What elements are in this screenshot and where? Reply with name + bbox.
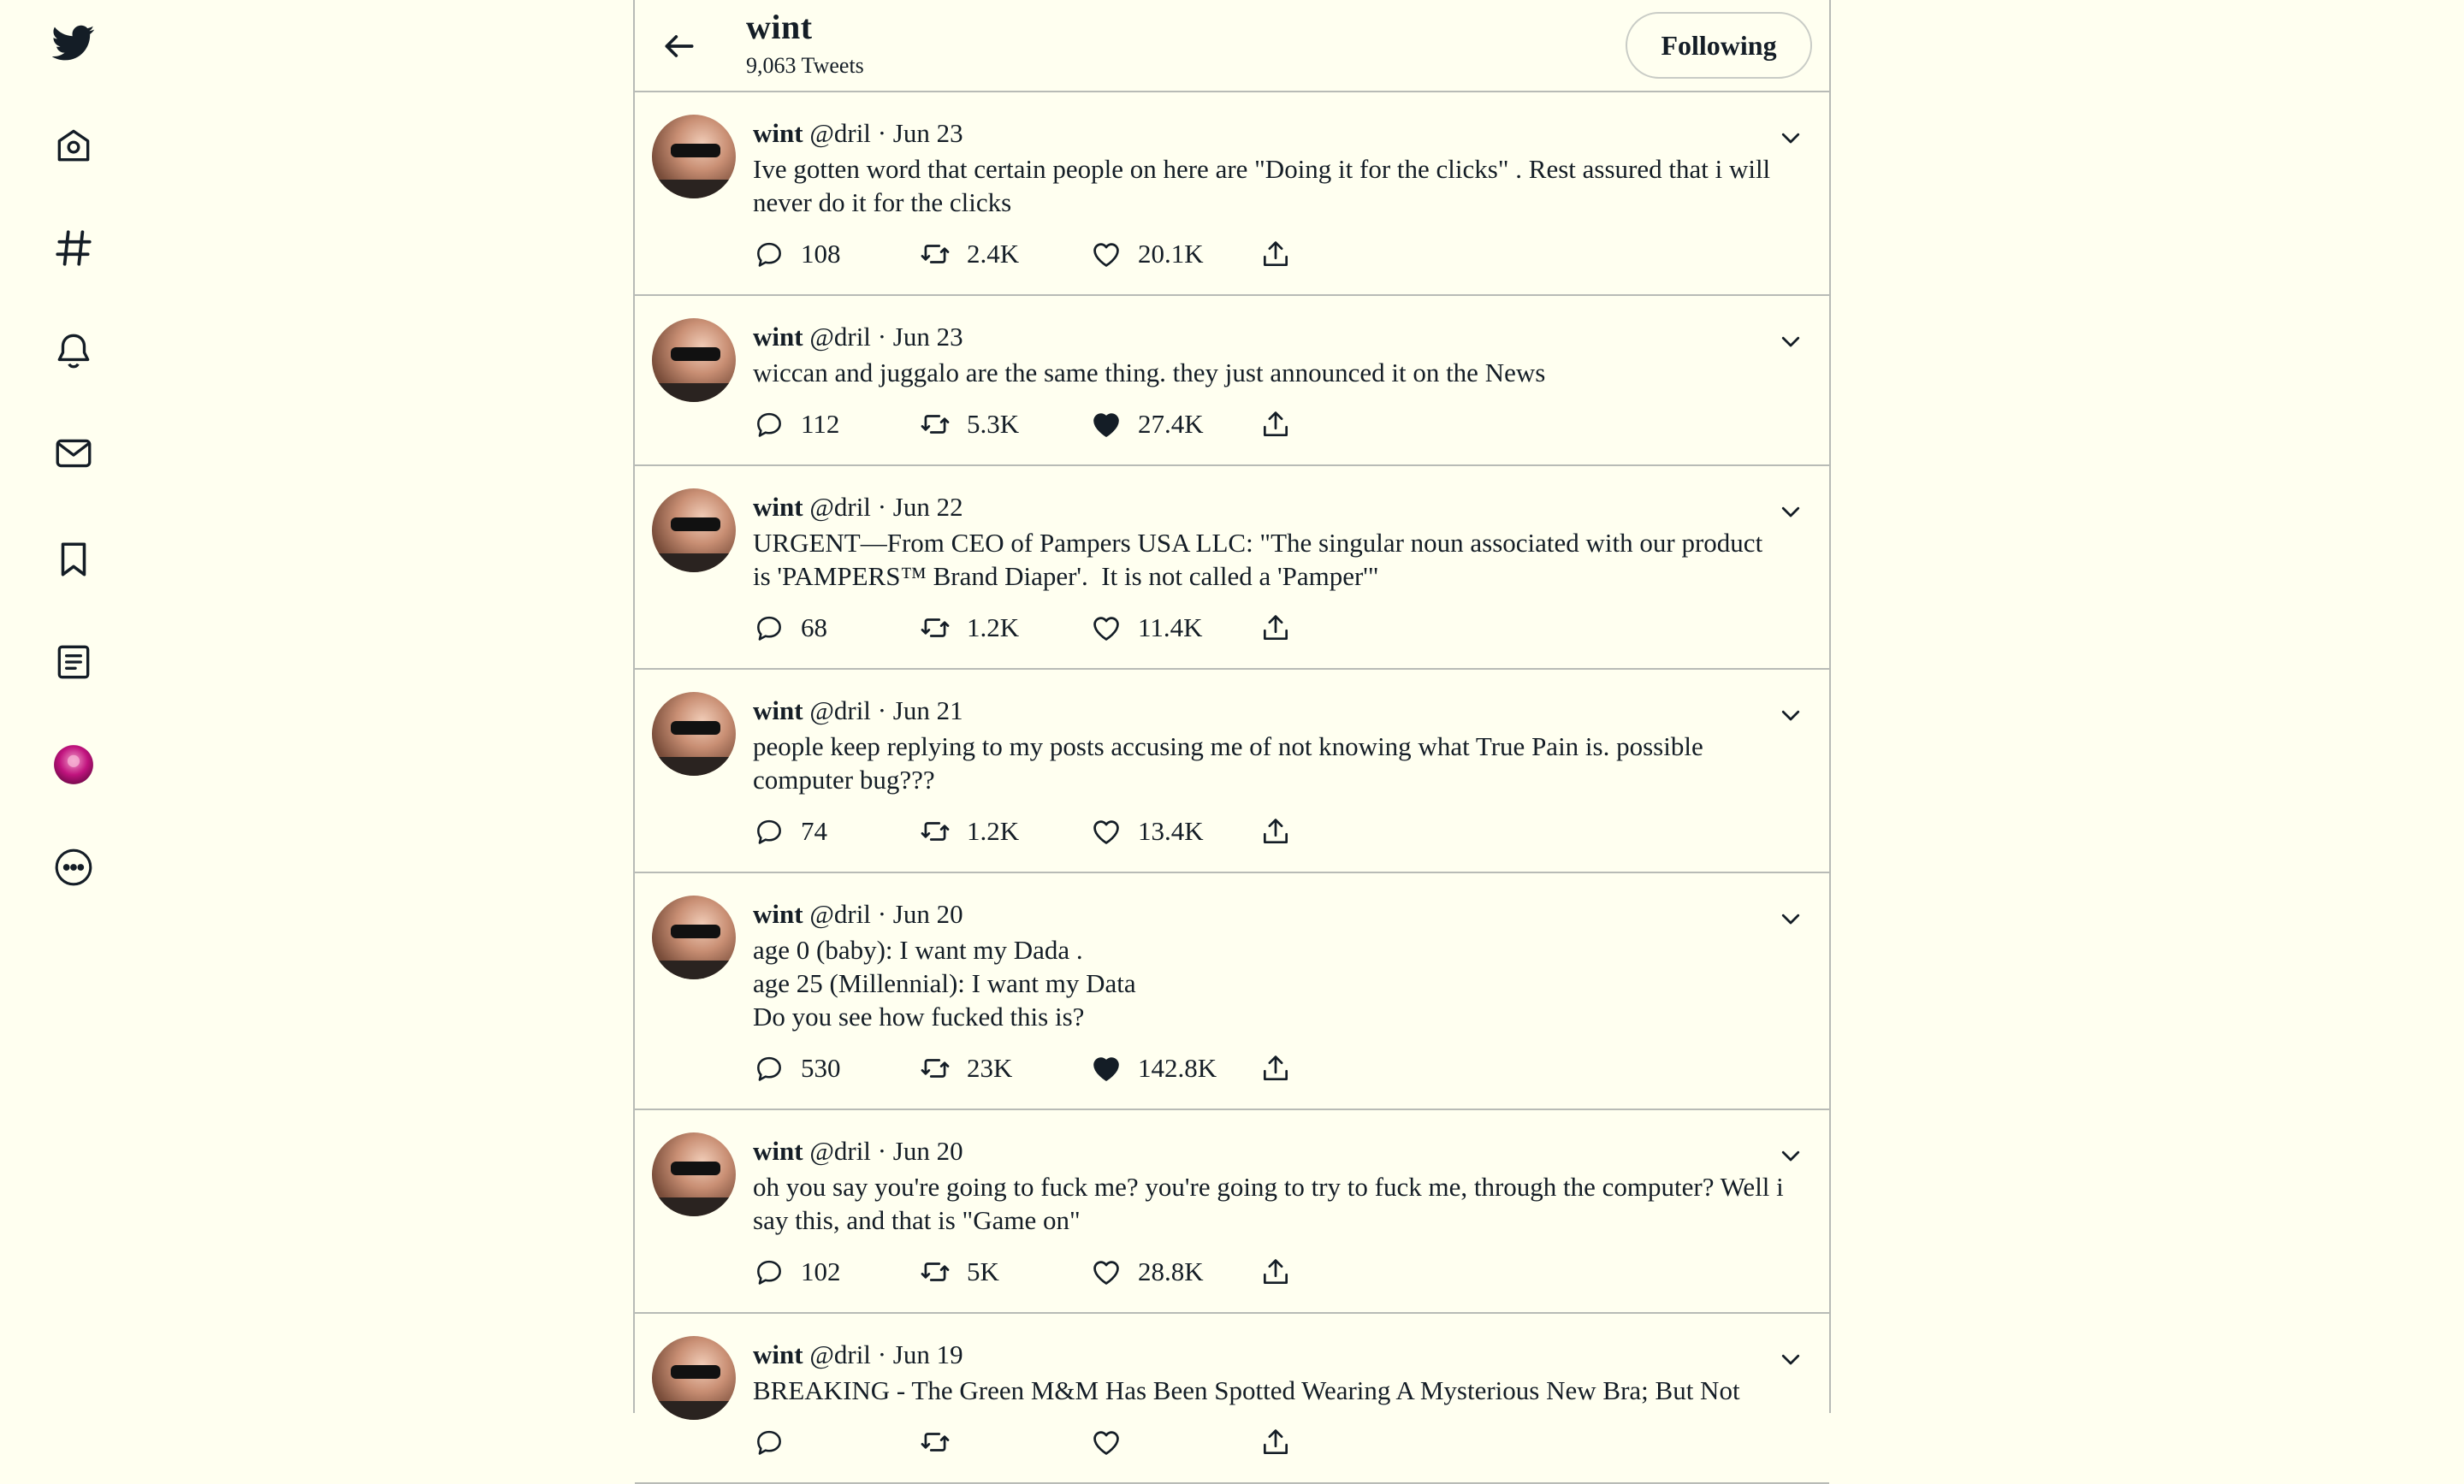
tweet[interactable]	[635, 296, 1829, 466]
heart-icon	[1090, 815, 1122, 848]
reply-button[interactable]	[753, 1426, 919, 1458]
tweet-header	[753, 694, 1804, 728]
heart-icon	[1090, 238, 1122, 270]
tweet-text: oh you say you're going to fuck me? you're going to try to fuck me, through the computer? Well i say this, and that is "Game on"	[753, 1172, 1791, 1235]
reply-icon	[753, 612, 785, 644]
retweet-button[interactable]	[919, 238, 1090, 270]
notifications-bell-icon[interactable]	[50, 327, 98, 375]
tweet-actions	[753, 399, 1804, 449]
like-count: 28.8K	[1138, 1256, 1204, 1286]
retweet-button[interactable]	[919, 1256, 1090, 1288]
more-icon[interactable]	[50, 843, 98, 891]
tweet-text: URGENT—From CEO of Pampers USA LLC: "The singular noun associated with our product is 'PAMPERS™ Brand Diaper'. It is not called a 'Pamper'"	[753, 528, 1769, 591]
share-button[interactable]	[1259, 238, 1307, 270]
tweet[interactable]	[635, 670, 1829, 873]
author-name[interactable]: wint	[753, 1136, 803, 1166]
like-count: 20.1K	[1138, 239, 1204, 269]
retweet-count: 23K	[967, 1053, 1013, 1083]
tweet[interactable]	[635, 92, 1829, 296]
tweet-header	[753, 320, 1804, 354]
author-handle[interactable]: @dril	[809, 695, 871, 725]
like-count: 13.4K	[1138, 816, 1204, 846]
retweet-icon	[919, 1256, 951, 1288]
like-button[interactable]	[1090, 1052, 1259, 1085]
heart-icon	[1090, 612, 1122, 644]
profile-timeline	[633, 0, 1831, 1413]
tweet-text: wiccan and juggalo are the same thing. they just announced it on the News	[753, 358, 1546, 387]
like-button[interactable]	[1090, 238, 1259, 270]
sidebar-nav	[0, 0, 154, 1413]
tweet-date[interactable]: Jun 22	[892, 492, 963, 522]
tweet-header	[753, 490, 1804, 524]
tweet[interactable]	[635, 466, 1829, 670]
like-button[interactable]	[1090, 1426, 1259, 1458]
tweet-list	[635, 92, 1829, 1484]
reply-count: 74	[801, 816, 827, 846]
share-button[interactable]	[1259, 815, 1307, 848]
tweet-header	[753, 116, 1804, 151]
separator-dot: ·	[877, 899, 887, 929]
author-name[interactable]: wint	[753, 118, 803, 148]
retweet-count: 5K	[967, 1256, 999, 1286]
reply-icon	[753, 815, 785, 848]
profile-header	[635, 0, 1829, 92]
reply-count: 108	[801, 239, 841, 269]
author-name[interactable]: wint	[753, 492, 803, 522]
author-avatar[interactable]	[652, 692, 736, 776]
tweet-text: BREAKING - The Green M&M Has Been Spotted Wearing A Mysterious New Bra; But Not	[753, 1375, 1740, 1405]
tweet-actions	[753, 807, 1804, 856]
retweet-count: 2.4K	[967, 239, 1020, 269]
profile-avatar[interactable]	[50, 741, 98, 789]
back-arrow-icon[interactable]	[657, 24, 702, 68]
profile-name: wint	[746, 8, 813, 46]
author-avatar[interactable]	[652, 896, 736, 979]
like-button[interactable]	[1090, 612, 1259, 644]
reply-icon	[753, 1256, 785, 1288]
retweet-icon	[919, 1052, 951, 1085]
reply-button[interactable]	[753, 408, 919, 440]
like-button[interactable]	[1090, 408, 1259, 440]
chevron-down-icon[interactable]	[1778, 499, 1804, 524]
tweet[interactable]	[635, 873, 1829, 1110]
tweet-header	[753, 1338, 1804, 1372]
tweet-actions	[753, 603, 1804, 653]
reply-icon	[753, 238, 785, 270]
tweet-date[interactable]: Jun 23	[892, 322, 963, 352]
tweet-date[interactable]: Jun 20	[892, 899, 963, 929]
tweet-date[interactable]: Jun 20	[892, 1136, 963, 1166]
like-button[interactable]	[1090, 815, 1259, 848]
reply-button[interactable]	[753, 238, 919, 270]
separator-dot: ·	[877, 118, 887, 148]
reply-count: 530	[801, 1053, 841, 1083]
messages-mail-icon[interactable]	[50, 429, 98, 477]
bookmark-icon[interactable]	[50, 535, 98, 583]
heart-filled-icon	[1090, 1052, 1122, 1085]
chevron-down-icon[interactable]	[1778, 1346, 1804, 1372]
retweet-icon	[919, 612, 951, 644]
retweet-icon	[919, 238, 951, 270]
reply-icon	[753, 1052, 785, 1085]
chevron-down-icon[interactable]	[1778, 906, 1804, 931]
retweet-icon	[919, 408, 951, 440]
share-icon	[1259, 408, 1292, 440]
chevron-down-icon[interactable]	[1778, 702, 1804, 728]
tweet-date[interactable]: Jun 19	[892, 1339, 963, 1369]
reply-count: 112	[801, 409, 840, 439]
retweet-button[interactable]	[919, 612, 1090, 644]
author-avatar[interactable]	[652, 115, 736, 198]
author-name[interactable]: wint	[753, 695, 803, 725]
twitter-logo-icon[interactable]	[50, 19, 98, 67]
share-icon	[1259, 1052, 1292, 1085]
reply-button[interactable]	[753, 1256, 919, 1288]
author-handle[interactable]: @dril	[809, 322, 871, 352]
share-button[interactable]	[1259, 408, 1307, 440]
separator-dot: ·	[877, 492, 887, 522]
retweet-button[interactable]	[919, 408, 1090, 440]
author-avatar[interactable]	[652, 1336, 736, 1420]
share-button[interactable]	[1259, 1256, 1307, 1288]
reply-button[interactable]	[753, 1052, 919, 1085]
share-icon	[1259, 1256, 1292, 1288]
author-handle[interactable]: @dril	[809, 1339, 871, 1369]
tweet-actions	[753, 1247, 1804, 1297]
chevron-down-icon[interactable]	[1778, 1143, 1804, 1168]
separator-dot: ·	[877, 1339, 887, 1369]
heart-icon	[1090, 1426, 1122, 1458]
retweet-icon	[919, 1426, 951, 1458]
author-handle[interactable]: @dril	[809, 899, 871, 929]
share-icon	[1259, 612, 1292, 644]
retweet-button[interactable]	[919, 1426, 1090, 1458]
following-button[interactable]: Following	[1626, 12, 1812, 79]
explore-hashtag-icon[interactable]	[50, 224, 98, 272]
author-name[interactable]: wint	[753, 899, 803, 929]
tweet-date[interactable]: Jun 21	[892, 695, 963, 725]
separator-dot: ·	[877, 322, 887, 352]
author-handle[interactable]: @dril	[809, 492, 871, 522]
retweet-count: 1.2K	[967, 816, 1020, 846]
retweet-count: 5.3K	[967, 409, 1020, 439]
share-button[interactable]	[1259, 1052, 1307, 1085]
tweet-count: 9,063 Tweets	[746, 53, 864, 78]
share-icon	[1259, 815, 1292, 848]
reply-icon	[753, 1426, 785, 1458]
author-avatar[interactable]	[652, 318, 736, 402]
retweet-icon	[919, 815, 951, 848]
reply-count: 68	[801, 612, 827, 642]
share-icon	[1259, 238, 1292, 270]
retweet-button[interactable]	[919, 815, 1090, 848]
like-button[interactable]	[1090, 1256, 1259, 1288]
separator-dot: ·	[877, 695, 887, 725]
chevron-down-icon[interactable]	[1778, 125, 1804, 151]
tweet-actions	[753, 229, 1804, 279]
like-count: 142.8K	[1138, 1053, 1217, 1083]
reply-button[interactable]	[753, 815, 919, 848]
tweet[interactable]	[635, 1314, 1829, 1484]
tweet[interactable]	[635, 1110, 1829, 1314]
tweet-actions	[753, 1417, 1804, 1467]
share-button[interactable]	[1259, 1426, 1307, 1458]
tweet-text: people keep replying to my posts accusing me of not knowing what True Pain is. possible computer bug???	[753, 731, 1710, 795]
like-count: 27.4K	[1138, 409, 1204, 439]
reply-count: 102	[801, 1256, 841, 1286]
reply-button[interactable]	[753, 612, 919, 644]
author-avatar[interactable]	[652, 488, 736, 572]
heart-icon	[1090, 1256, 1122, 1288]
chevron-down-icon[interactable]	[1778, 328, 1804, 354]
tweet-header	[753, 897, 1804, 931]
share-icon	[1259, 1426, 1292, 1458]
share-button[interactable]	[1259, 612, 1307, 644]
author-handle[interactable]: @dril	[809, 1136, 871, 1166]
separator-dot: ·	[877, 1136, 887, 1166]
retweet-count: 1.2K	[967, 612, 1020, 642]
lists-icon[interactable]	[50, 638, 98, 686]
tweet-actions	[753, 1044, 1804, 1093]
reply-icon	[753, 408, 785, 440]
tweet-text: Ive gotten word that certain people on here are "Doing it for the clicks" . Rest assured that i will never do it for the clicks	[753, 154, 1777, 217]
author-name[interactable]: wint	[753, 1339, 803, 1369]
home-icon[interactable]	[50, 121, 98, 169]
retweet-button[interactable]	[919, 1052, 1090, 1085]
tweet-text: age 0 (baby): I want my Dada . age 25 (Millennial): I want my Data Do you see how fucked this is?	[753, 935, 1136, 1032]
author-avatar[interactable]	[652, 1132, 736, 1216]
author-name[interactable]: wint	[753, 322, 803, 352]
heart-filled-icon	[1090, 408, 1122, 440]
like-count: 11.4K	[1138, 612, 1203, 642]
author-handle[interactable]: @dril	[809, 118, 871, 148]
tweet-date[interactable]: Jun 23	[892, 118, 963, 148]
tweet-header	[753, 1134, 1804, 1168]
